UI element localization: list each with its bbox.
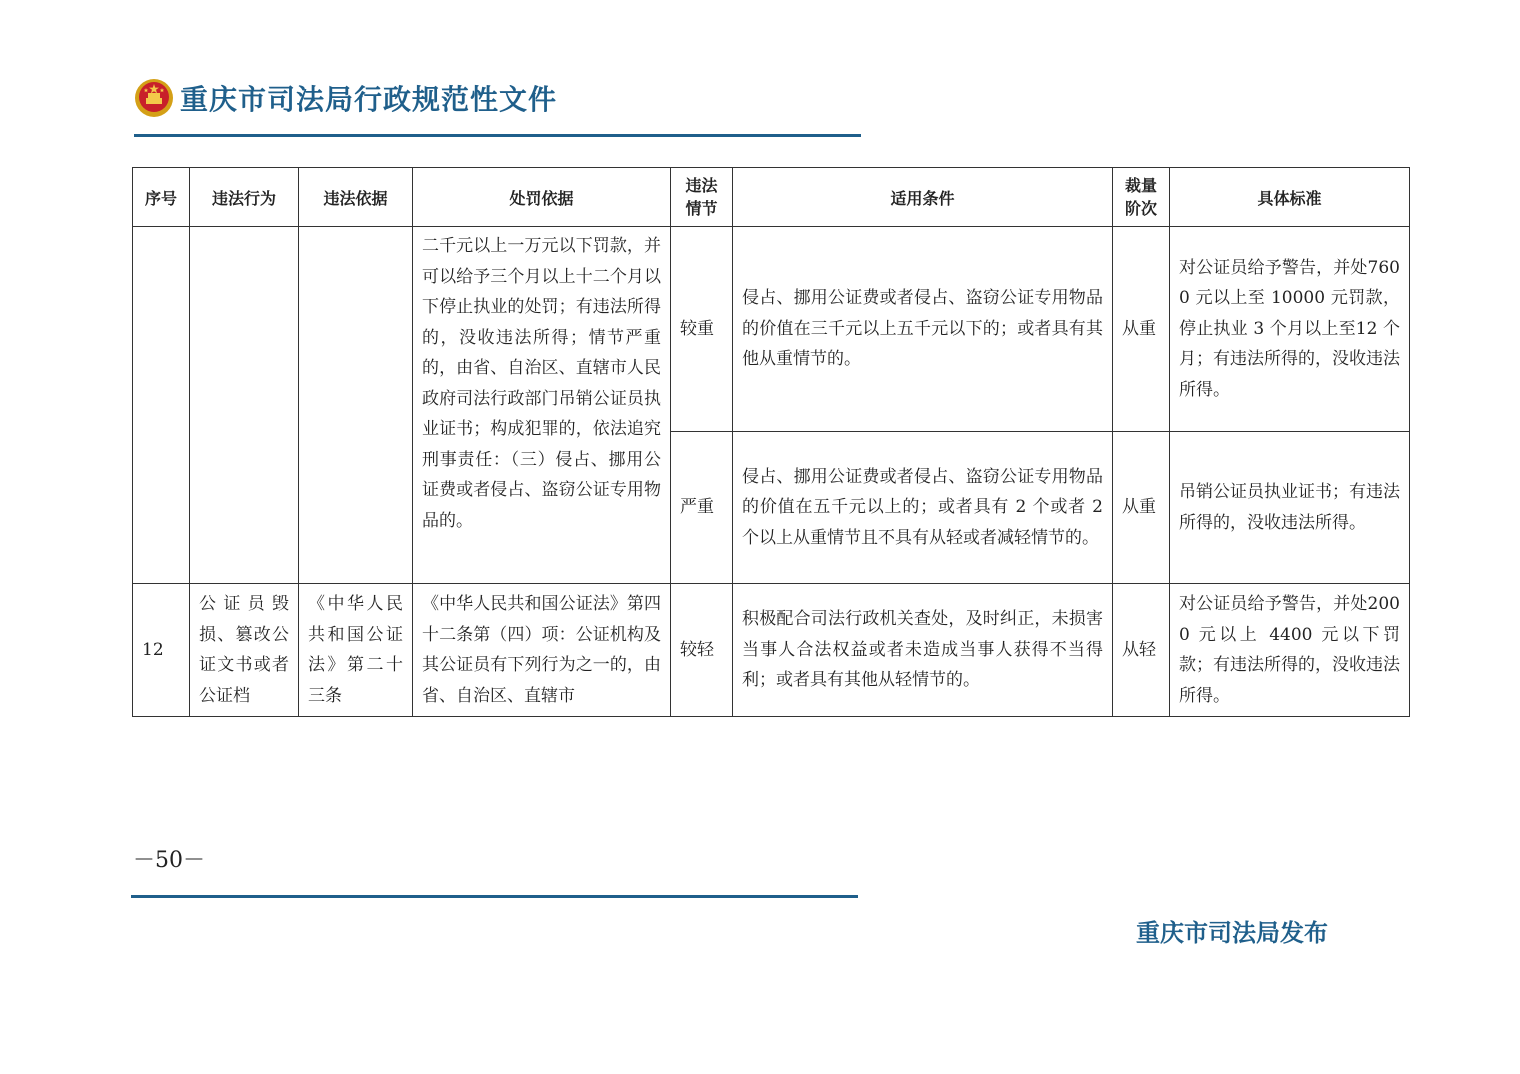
cell-condition: 侵占、挪用公证费或者侵占、盗窃公证专用物品的价值在三千元以上五千元以下的；或者具有其他从重情节的。 [733,227,1113,432]
cell-penalty-basis: 《中华人民共和国公证法》第四十二条第（四）项：公证机构及其公证员有下列行为之一的，由省、自治区、直辖市 [413,584,671,717]
discretion-standards-table [132,167,1410,717]
column-header-standard: 具体标准 [1170,168,1410,227]
cell-legal-basis [299,227,413,584]
cell-circumstance: 较轻 [671,584,733,717]
cell-level: 从轻 [1113,584,1170,717]
cell-standard: 吊销公证员执业证书；有违法所得的，没收违法所得。 [1170,432,1410,584]
header-rule [134,134,861,137]
cell-penalty-basis: 二千元以上一万元以下罚款，并可以给予三个月以上十二个月以下停止执业的处罚；有违法所得的，没收违法所得；情节严重的，由省、自治区、直辖市人民政府司法行政部门吊销公证员执业证书；构成犯罪的，依法追究刑事责任：（三）侵占、挪用公证费或者侵占、盗窃公证专用物品的。 [413,227,671,584]
column-header-seq: 序号 [133,168,190,227]
column-header-circumstance: 违法 情节 [671,168,733,227]
cell-condition: 侵占、挪用公证费或者侵占、盗窃公证专用物品的价值在五千元以上的；或者具有 2 个或者 2 个以上从重情节且不具有从轻或者减轻情节的。 [733,432,1113,584]
cell-legal-basis: 《中华人民共和国公证法》第二十三条 [299,584,413,717]
cell-violation [190,227,299,584]
cell-condition: 积极配合司法行政机关查处，及时纠正，未损害当事人合法权益或者未造成当事人获得不当得利；或者具有其他从轻情节的。 [733,584,1113,717]
cell-seq: 12 [133,584,190,717]
column-header-condition: 适用条件 [733,168,1113,227]
table-row [133,584,1410,717]
cell-level: 从重 [1113,227,1170,432]
cell-standard: 对公证员给予警告，并处2000 元以上 4400 元以下罚款；有违法所得的，没收违法所得。 [1170,584,1410,717]
cell-level: 从重 [1113,432,1170,584]
table-header-row [133,168,1410,227]
cell-circumstance: 较重 [671,227,733,432]
column-header-level: 裁量 阶次 [1113,168,1170,227]
column-header-violation: 违法行为 [190,168,299,227]
cell-standard: 对公证员给予警告，并处7600 元以上至 10000 元罚款，停止执业 3 个月以上至12 个月；有违法所得的，没收违法所得。 [1170,227,1410,432]
page-number: －50－ [133,848,205,873]
document-header [134,78,557,118]
footer-rule [131,895,858,898]
cell-circumstance: 严重 [671,432,733,584]
document-header-title: 重庆市司法局行政规范性文件 [180,83,558,116]
table-row [133,227,1410,432]
national-emblem-icon [134,78,174,118]
cell-violation: 公证员毁损、篡改公证文书或者公证档 [190,584,299,717]
cell-seq [133,227,190,584]
column-header-legal-basis: 违法依据 [299,168,413,227]
column-header-penalty-basis: 处罚依据 [413,168,671,227]
publisher-label: 重庆市司法局发布 [1136,919,1328,947]
